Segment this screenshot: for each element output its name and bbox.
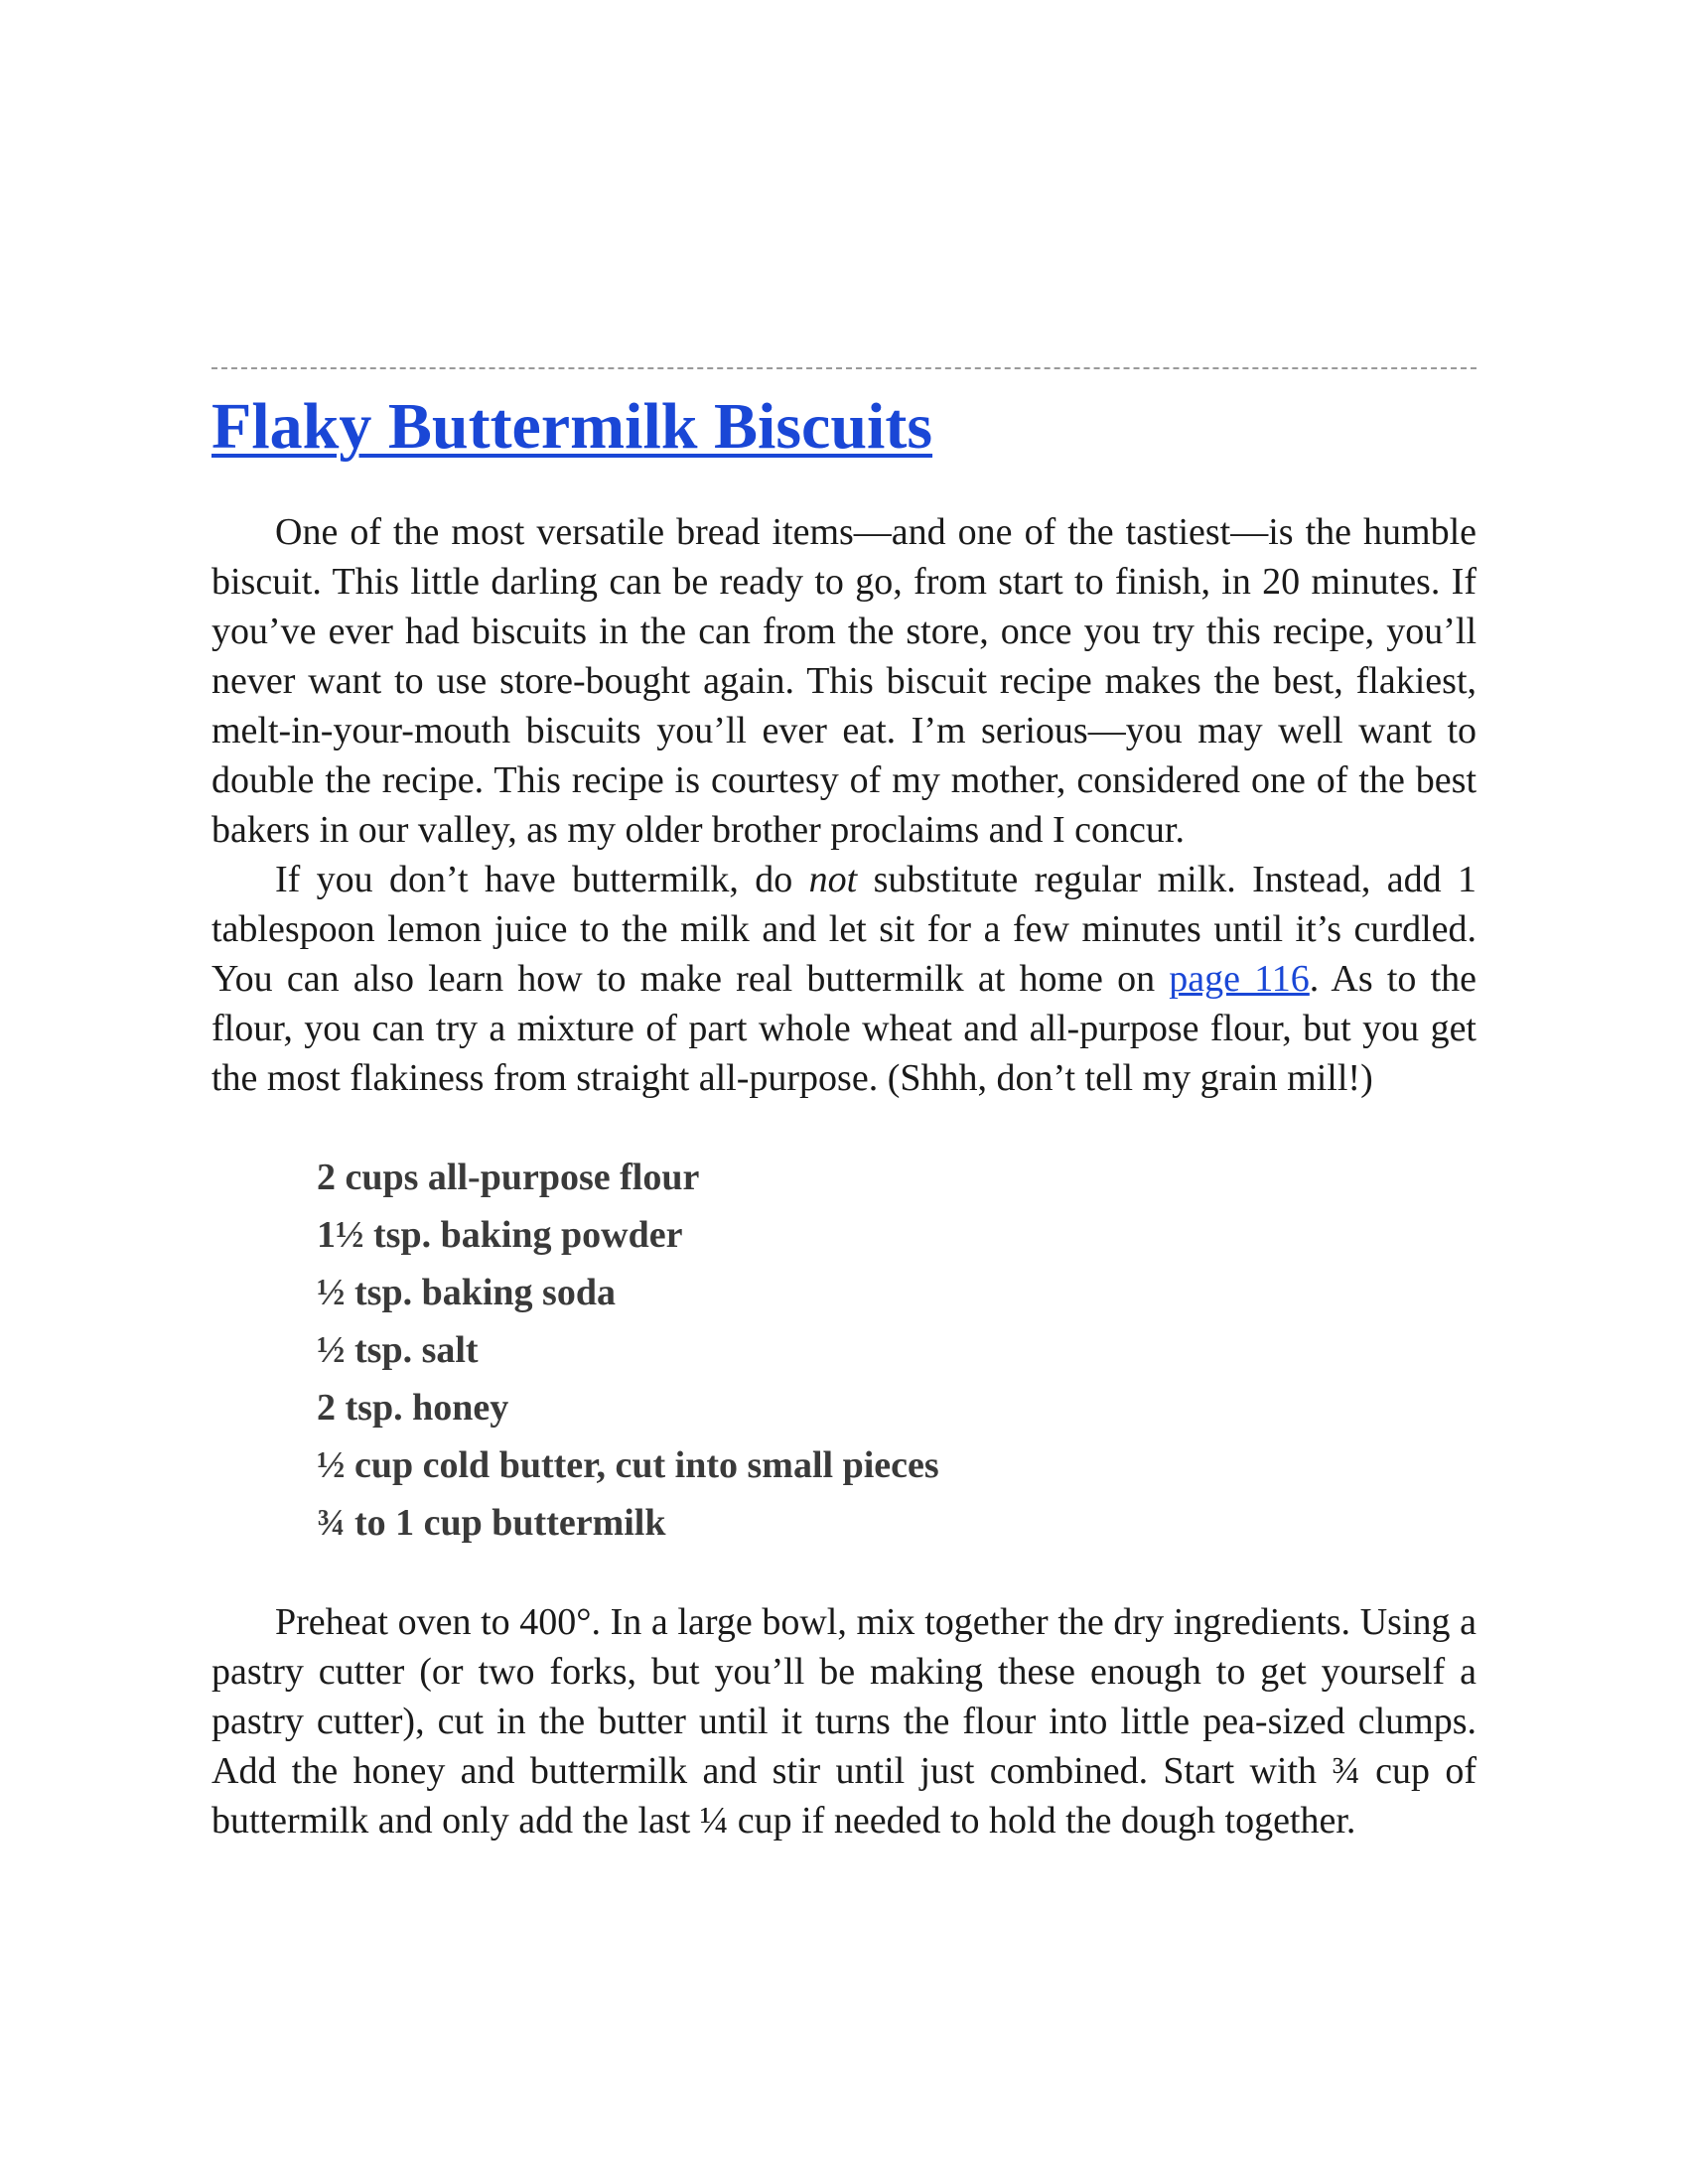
buttermilk-note-paragraph (211, 855, 1477, 1103)
ingredient-item: ½ tsp. baking soda (317, 1271, 616, 1313)
note-text-3: . As to the flour, you can try a mixture of part whole wheat and all-purpose flour, but you get the most flakiness from straight all-purpose. (Shhh, don’t tell my grain mill!) (211, 957, 1477, 1099)
ingredient-item: ½ tsp. salt (317, 1328, 479, 1371)
page-content (211, 367, 1477, 1845)
directions-paragraph: Preheat oven to 400°. In a large bowl, mix together the dry ingredients. Using a pastry cutter (or two forks, but you’ll be making these enough to get yourself a pastry cutter), cut in the butter until it turns the flour into little pea-sized clumps. Add the honey and buttermilk and stir until just combined. Start with ¾ cup of buttermilk and only add the last ¼ cup if needed to hold the dough together. (211, 1600, 1477, 1842)
page-116-link[interactable]: page 116 (1169, 957, 1310, 1000)
note-emphasis: not (808, 858, 858, 900)
ingredient-item: 2 cups all-purpose flour (317, 1156, 700, 1198)
ingredient-item: 1½ tsp. baking powder (317, 1213, 683, 1256)
ingredient-item: ½ cup cold butter, cut into small pieces (317, 1443, 939, 1486)
ingredients-list (317, 1149, 1477, 1552)
note-text-1: If you don’t have buttermilk, do (275, 858, 809, 900)
ingredient-item: 2 tsp. honey (317, 1386, 509, 1429)
intro-paragraph: One of the most versatile bread items—and one of the tastiest—is the humble biscuit. This little darling can be ready to go, from start to finish, in 20 minutes. If you’ve ever had biscuits in the can from the store, once you try this recipe, you’ll never want to use store-bought again. This biscuit recipe makes the best, flakiest, melt-in-your-mouth biscuits you’ll ever eat. I’m serious—you may well want to double the recipe. This recipe is courtesy of my mother, considered one of the best bakers in our valley, as my older brother proclaims and I concur. (211, 510, 1477, 851)
ingredient-item: ¾ to 1 cup buttermilk (317, 1501, 666, 1544)
section-divider (211, 367, 1477, 369)
note-text-2: substitute regular milk. Instead, add 1 tablespoon lemon juice to the milk and let sit for a few minutes until it’s curdled. You can also learn how to make real buttermilk at home on (211, 858, 1477, 1000)
recipe-title-link[interactable]: Flaky Buttermilk Biscuits (211, 390, 933, 463)
